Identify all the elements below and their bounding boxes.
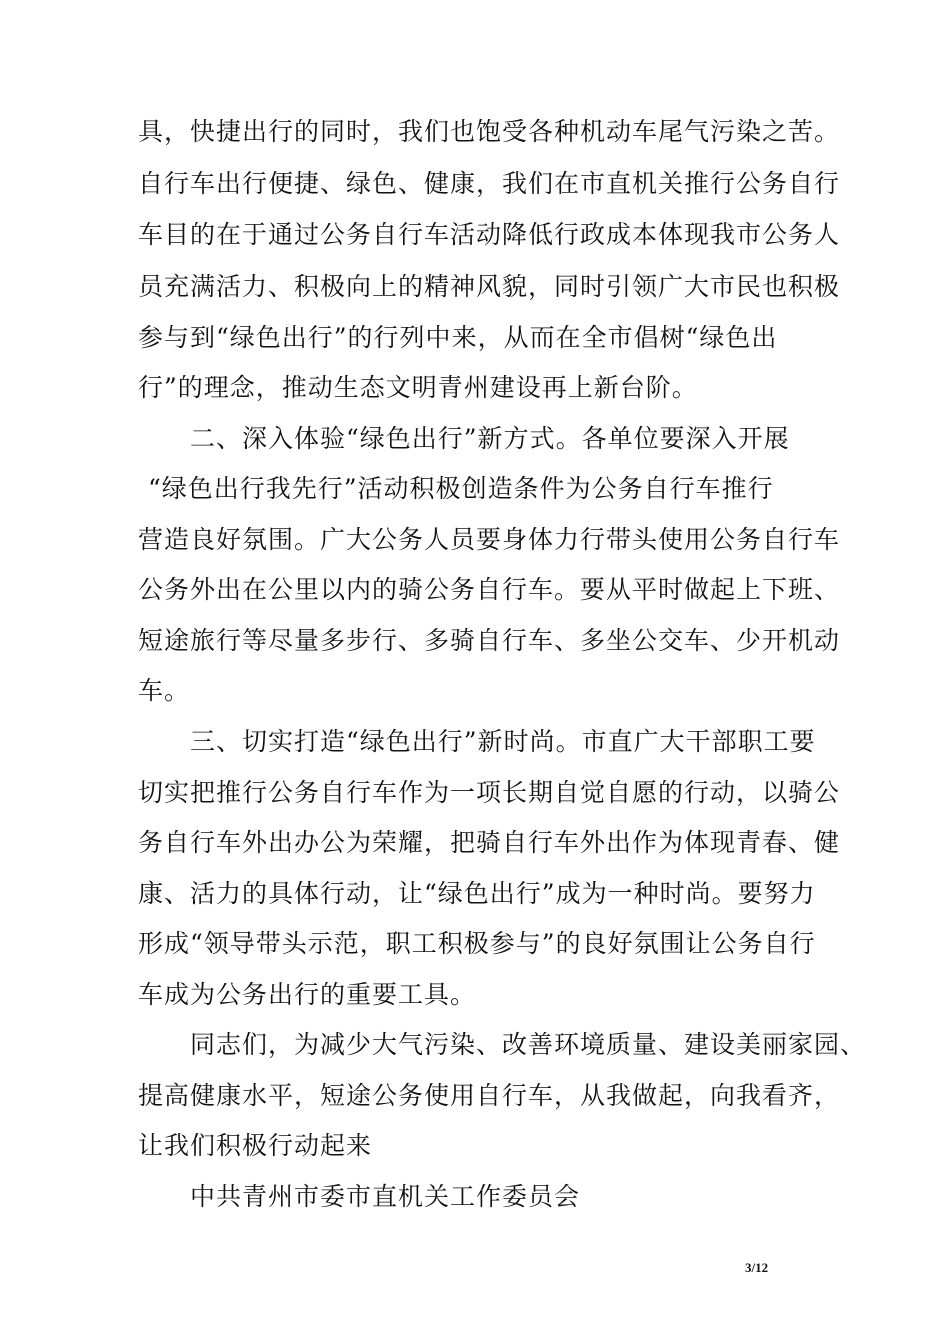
page-number: 3/12: [745, 1260, 769, 1275]
text-line-3: 车目的在于通过公务自行车活动降低行政成本体现我市公务人: [138, 220, 841, 249]
text-line-10: 公务外出在公里以内的骑公务自行车。要从平时做起上下班、: [138, 575, 841, 604]
text-line-18: 车成为公务出行的重要工具。: [138, 980, 477, 1009]
text-line-8: “绿色出行我先行”活动积极创造条件为公务自行车推行: [148, 474, 774, 503]
text-line-14: 切实把推行公务自行车作为一项长期自觉自愿的行动，以骑公: [138, 778, 841, 807]
text-line-11: 短途旅行等尽量多步行、多骑自行车、多坐公交车、少开机动: [138, 626, 841, 655]
text-line-20: 提高健康水平，短途公务使用自行车，从我做起，向我看齐，: [138, 1081, 841, 1110]
text-line-15: 务自行车外出办公为荣耀，把骑自行车外出作为体现青春、健: [138, 828, 841, 857]
text-line-4: 员充满活力、积极向上的精神风貌，同时引领广大市民也积极: [138, 272, 841, 301]
text-line-7: 二、深入体验“绿色出行”新方式。各单位要深入开展: [190, 424, 790, 453]
text-line-21: 让我们积极行动起来: [138, 1131, 373, 1160]
text-line-2: 自行车出行便捷、绿色、健康，我们在市直机关推行公务自行: [138, 169, 841, 198]
text-line-5: 参与到“绿色出行”的行列中来，从而在全市倡树“绿色出: [138, 323, 778, 352]
text-line-19: 同志们，为减少大气污染、改善环境质量、建设美丽家园、: [190, 1030, 867, 1059]
text-line-16: 康、活力的具体行动，让“绿色出行”成为一种时尚。要努力: [138, 879, 816, 908]
signature-org: 中共青州市委市直机关工作委员会: [190, 1182, 581, 1211]
text-line-13: 三、切实打造“绿色出行”新时尚。市直广大干部职工要: [190, 727, 816, 756]
text-line-6: 行”的理念，推动生态文明青州建设再上新台阶。: [138, 373, 698, 402]
text-line-17: 形成“领导带头示范，职工积极参与”的良好氛围让公务自行: [138, 929, 816, 958]
text-line-12: 车。: [138, 676, 191, 705]
text-line-1: 具，快捷出行的同时，我们也饱受各种机动车尾气污染之苦。: [138, 117, 841, 146]
text-line-9: 营造良好氛围。广大公务人员要身体力行带头使用公务自行车: [138, 525, 841, 554]
